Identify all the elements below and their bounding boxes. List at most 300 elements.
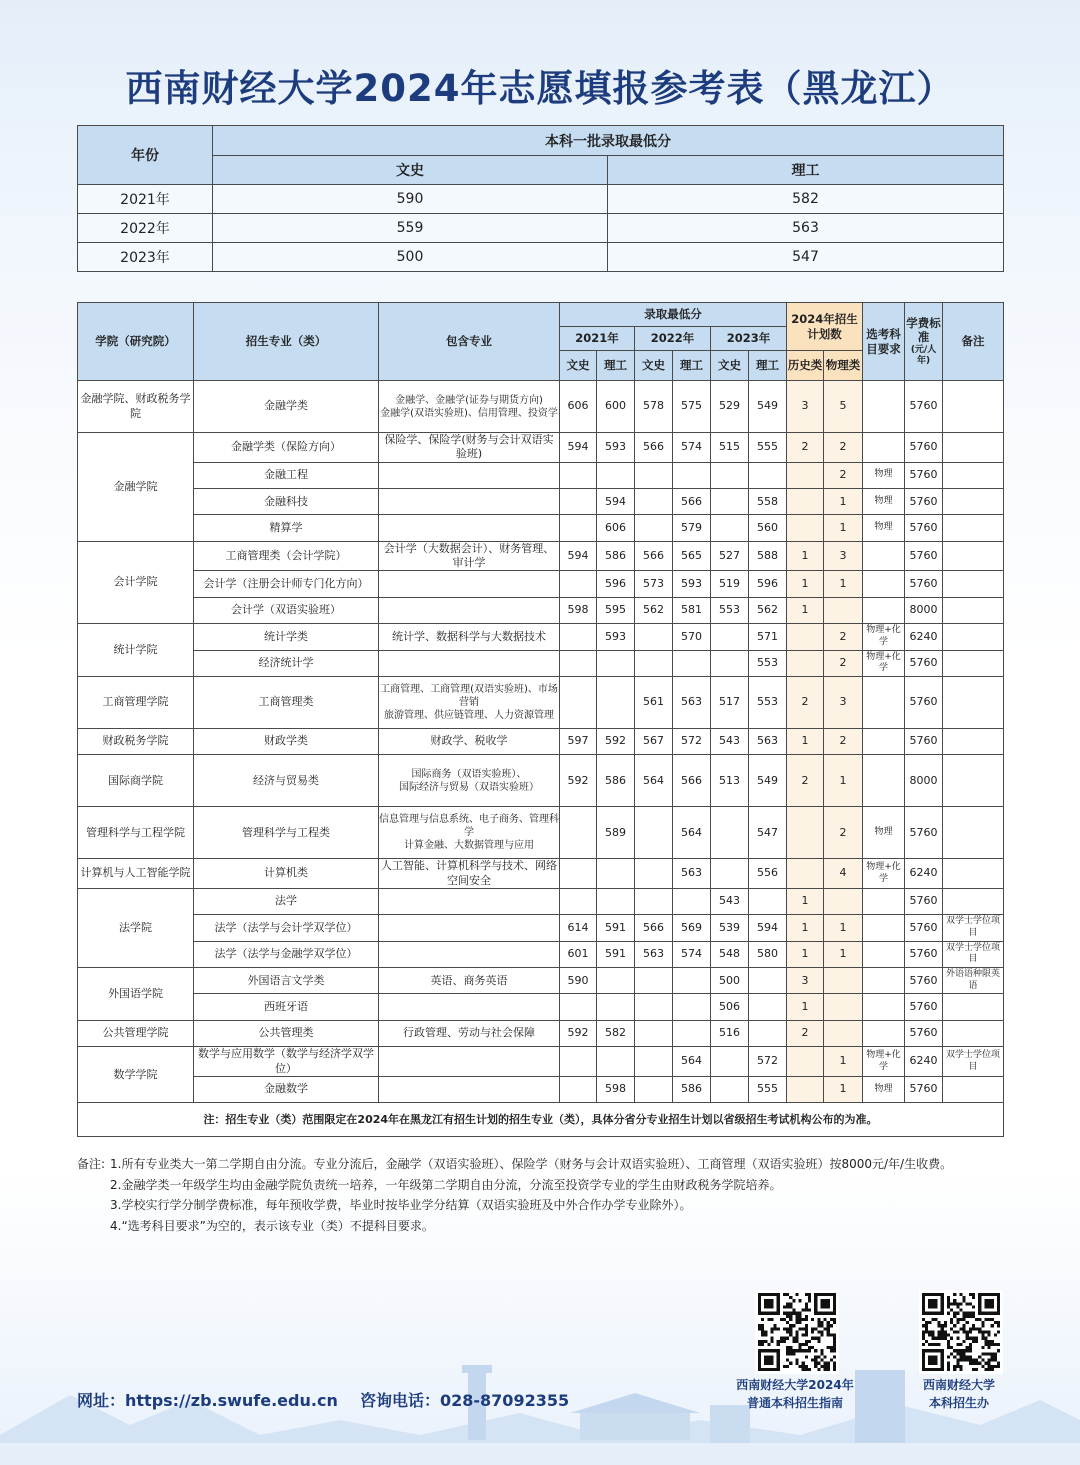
remark-cell (943, 994, 1004, 1020)
score-cell: 527 (711, 541, 749, 571)
remark-cell (943, 624, 1004, 650)
subject-cell: 物理+化学 (863, 650, 905, 676)
remark-cell: 外语语种限英语 (943, 968, 1004, 994)
plan-physics-cell (824, 994, 863, 1020)
score-cell: 561 (635, 676, 673, 728)
score-cell: 575 (673, 381, 711, 433)
major-cell: 金融数学 (194, 1076, 379, 1102)
fee-cell: 6240 (905, 1047, 943, 1077)
table-row (78, 728, 1004, 754)
plan-physics-cell: 1 (824, 1076, 863, 1102)
remark-item: 4.“选考科目要求”为空的，表示该专业（类）不提科目要求。 (110, 1218, 434, 1233)
score-cell (597, 676, 635, 728)
score-cell (711, 1047, 749, 1077)
major-table-body (78, 381, 1004, 1103)
score-cell: 559 (213, 214, 608, 243)
fee-cell: 5760 (905, 462, 943, 488)
score-cell: 592 (560, 1020, 597, 1046)
score-cell (597, 888, 635, 914)
score-cell (597, 968, 635, 994)
score-cell (673, 994, 711, 1020)
fee-cell: 5760 (905, 541, 943, 571)
plan-physics-cell (824, 597, 863, 623)
fee-unit: (元/人年) (910, 344, 937, 366)
score-cell (749, 462, 787, 488)
score-cell (635, 1076, 673, 1102)
table-row (78, 650, 1004, 676)
score-cell: 547 (749, 807, 787, 859)
score-cell: 582 (608, 185, 1004, 214)
score-cell: 563 (608, 214, 1004, 243)
plan-physics-cell (824, 1020, 863, 1046)
year-cell: 2022年 (78, 214, 213, 243)
score-cell: 500 (711, 968, 749, 994)
fee-cell: 5760 (905, 650, 943, 676)
include-cell: 统计学、数据科学与大数据技术 (379, 624, 560, 650)
remark-item: 2.金融学类一年级学生均由金融学院负责统一培养，一年级第二学期自由分流，分流至投资学专业的学生由财政税务学院培养。 (110, 1177, 782, 1192)
major-cell: 会计学（双语实验班） (194, 597, 379, 623)
remark-cell (943, 515, 1004, 541)
score-cell: 565 (673, 541, 711, 571)
include-cell (379, 650, 560, 676)
header-2023: 2023年 (711, 327, 787, 351)
score-cell (673, 1020, 711, 1046)
plan-history-cell: 1 (787, 941, 824, 967)
major-cell: 法学（法学与会计学双学位） (194, 915, 379, 941)
plan-history-cell (787, 859, 824, 889)
include-cell (379, 571, 560, 597)
subject-cell (863, 728, 905, 754)
score-cell: 569 (673, 915, 711, 941)
score-cell: 614 (560, 915, 597, 941)
table-row (78, 941, 1004, 967)
subject-cell: 物理+化学 (863, 859, 905, 889)
header-min-score: 录取最低分 (560, 303, 787, 327)
include-cell (379, 515, 560, 541)
score-cell (560, 994, 597, 1020)
header-subject: 选考科目要求 (863, 303, 905, 381)
footer-url[interactable]: 网址：https://zb.swufe.edu.cn (77, 1391, 338, 1410)
remark-cell: 双学士学位项目 (943, 915, 1004, 941)
score-cell: 593 (597, 624, 635, 650)
score-cell: 594 (560, 541, 597, 571)
header-physics: 物理类 (824, 351, 863, 381)
plan-history-cell: 1 (787, 915, 824, 941)
include-cell (379, 462, 560, 488)
score-cell: 517 (711, 676, 749, 728)
subject-cell (863, 888, 905, 914)
include-cell (379, 1076, 560, 1102)
fee-cell: 5760 (905, 915, 943, 941)
fee-cell: 6240 (905, 624, 943, 650)
header-plan-2024: 2024年招生计划数 (787, 303, 863, 351)
remarks (77, 1154, 1017, 1236)
score-cell (749, 888, 787, 914)
score-cell: 519 (711, 571, 749, 597)
table-row (78, 433, 1004, 463)
header-wen: 文史 (560, 351, 597, 381)
score-cell (560, 650, 597, 676)
remark-item: 1.所有专业类大一第二学期自由分流。专业分流后，金融学（双语实验班）、保险学（财务与会计双语实验班）、工商管理（双语实验班）按8000元/年/生收费。 (110, 1157, 953, 1171)
include-cell (379, 1047, 560, 1077)
score-cell (635, 515, 673, 541)
subject-cell (863, 915, 905, 941)
table-row (78, 462, 1004, 488)
remark-cell: 双学士学位项目 (943, 941, 1004, 967)
subject-cell: 物理+化学 (863, 1047, 905, 1077)
major-cell: 西班牙语 (194, 994, 379, 1020)
score-cell: 601 (560, 941, 597, 967)
score-cell: 572 (749, 1047, 787, 1077)
remark-cell: 双学士学位项目 (943, 1047, 1004, 1077)
plan-physics-cell: 2 (824, 728, 863, 754)
score-cell: 586 (597, 541, 635, 571)
major-cell: 经济与贸易类 (194, 755, 379, 807)
score-cell: 593 (673, 571, 711, 597)
plan-history-cell: 1 (787, 597, 824, 623)
remark-cell (943, 676, 1004, 728)
major-cell: 金融工程 (194, 462, 379, 488)
score-cell (673, 462, 711, 488)
table-row (78, 994, 1004, 1020)
subject-cell (863, 676, 905, 728)
score-cell: 595 (597, 597, 635, 623)
plan-physics-cell: 1 (824, 488, 863, 514)
plan-physics-cell: 1 (824, 515, 863, 541)
plan-history-cell: 2 (787, 1020, 824, 1046)
score-cell (749, 968, 787, 994)
college-cell: 外国语学院 (78, 968, 194, 1021)
year-cell: 2023年 (78, 243, 213, 272)
major-cell: 经济统计学 (194, 650, 379, 676)
score-cell: 555 (749, 433, 787, 463)
fee-label: 学费标准 (906, 315, 941, 345)
subject-cell (863, 755, 905, 807)
batch-score-table (77, 125, 1004, 272)
header-include: 包含专业 (379, 303, 560, 381)
major-cell: 工商管理类（会计学院） (194, 541, 379, 571)
score-cell: 553 (749, 650, 787, 676)
subject-cell: 物理 (863, 807, 905, 859)
score-cell: 563 (673, 859, 711, 889)
score-cell (711, 1076, 749, 1102)
plan-history-cell (787, 1047, 824, 1077)
plan-physics-cell: 2 (824, 624, 863, 650)
include-cell (379, 888, 560, 914)
score-cell: 506 (711, 994, 749, 1020)
score-cell (597, 462, 635, 488)
score-cell: 578 (635, 381, 673, 433)
score-cell (673, 888, 711, 914)
table-row (78, 915, 1004, 941)
score-cell: 579 (673, 515, 711, 541)
fee-cell: 5760 (905, 571, 943, 597)
table-footnote: 注：招生专业（类）范围限定在2024年在黑龙江有招生计划的招生专业（类），具体分省分专业招生计划以省级招生考试机构公布的为准。 (78, 1103, 1004, 1137)
score-cell: 573 (635, 571, 673, 597)
qr-code-office[interactable] (919, 1290, 1003, 1374)
score-cell: 572 (673, 728, 711, 754)
plan-physics-cell: 2 (824, 462, 863, 488)
score-cell: 591 (597, 941, 635, 967)
fee-cell: 5760 (905, 888, 943, 914)
table-row (78, 381, 1004, 433)
score-cell: 588 (749, 541, 787, 571)
plan-physics-cell: 3 (824, 541, 863, 571)
college-cell: 公共管理学院 (78, 1020, 194, 1046)
plan-physics-cell: 3 (824, 676, 863, 728)
score-cell: 590 (213, 185, 608, 214)
plan-history-cell: 1 (787, 541, 824, 571)
score-cell: 566 (635, 433, 673, 463)
major-cell: 金融学类（保险方向） (194, 433, 379, 463)
score-cell: 600 (597, 381, 635, 433)
plan-physics-cell: 1 (824, 571, 863, 597)
plan-history-cell: 2 (787, 433, 824, 463)
remark-cell (943, 597, 1004, 623)
score-cell: 582 (597, 1020, 635, 1046)
major-cell: 外国语言文学类 (194, 968, 379, 994)
score-cell: 570 (673, 624, 711, 650)
score-cell: 549 (749, 381, 787, 433)
score-cell: 596 (597, 571, 635, 597)
score-cell: 564 (673, 807, 711, 859)
score-cell (560, 515, 597, 541)
major-cell: 法学（法学与金融学双学位） (194, 941, 379, 967)
score-cell: 592 (560, 755, 597, 807)
score-cell (560, 807, 597, 859)
score-cell (711, 650, 749, 676)
plan-history-cell (787, 462, 824, 488)
score-cell: 556 (749, 859, 787, 889)
major-cell: 法学 (194, 888, 379, 914)
score-cell: 548 (711, 941, 749, 967)
major-cell: 管理科学与工程类 (194, 807, 379, 859)
qr-code-guide[interactable] (755, 1290, 839, 1374)
major-cell: 统计学类 (194, 624, 379, 650)
fee-cell: 5760 (905, 807, 943, 859)
score-cell: 513 (711, 755, 749, 807)
qr-guide-caption-line2: 普通本科招生指南 (746, 1396, 843, 1410)
subject-cell (863, 597, 905, 623)
plan-history-cell (787, 624, 824, 650)
table-row (78, 1047, 1004, 1077)
remarks-label: 备注: (77, 1157, 106, 1171)
page-title: 西南财经大学2024年志愿填报参考表（黑龙江） (125, 67, 955, 110)
score-cell (749, 1020, 787, 1046)
score-cell (635, 624, 673, 650)
score-cell (597, 994, 635, 1020)
include-cell (379, 915, 560, 941)
subject-cell (863, 994, 905, 1020)
plan-physics-cell: 2 (824, 807, 863, 859)
score-cell: 606 (560, 381, 597, 433)
score-cell (749, 994, 787, 1020)
footer-phone: 咨询电话：028-87092355 (360, 1391, 570, 1410)
score-cell: 598 (597, 1076, 635, 1102)
qr-guide-caption-line1: 西南财经大学2024年 (736, 1378, 854, 1392)
plan-physics-cell: 4 (824, 859, 863, 889)
plan-history-cell: 3 (787, 381, 824, 433)
remark-item: 3.学校实行学分制学费标准，每年预收学费，毕业时按毕业学分结算（双语实验班及中外合作办学专业除外）。 (110, 1198, 692, 1212)
table-row (78, 541, 1004, 571)
score-cell: 564 (635, 755, 673, 807)
major-cell: 财政学类 (194, 728, 379, 754)
subject-cell (863, 571, 905, 597)
header-wen: 文史 (635, 351, 673, 381)
score-cell (635, 462, 673, 488)
college-cell: 国际商学院 (78, 755, 194, 807)
qr-office-caption-line2: 本科招生办 (928, 1396, 989, 1410)
score-cell (711, 488, 749, 514)
major-cell: 公共管理类 (194, 1020, 379, 1046)
score-cell: 553 (711, 597, 749, 623)
score-cell (711, 624, 749, 650)
include-cell: 行政管理、劳动与社会保障 (379, 1020, 560, 1046)
score-cell: 574 (673, 433, 711, 463)
plan-history-cell: 3 (787, 968, 824, 994)
remark-cell (943, 381, 1004, 433)
score-cell: 539 (711, 915, 749, 941)
score-cell: 596 (749, 571, 787, 597)
subject-cell: 物理+化学 (863, 624, 905, 650)
score-cell: 563 (749, 728, 787, 754)
score-cell (560, 488, 597, 514)
plan-history-cell (787, 488, 824, 514)
fee-cell: 5760 (905, 433, 943, 463)
score-cell (711, 462, 749, 488)
plan-physics-cell (824, 888, 863, 914)
score-cell (560, 624, 597, 650)
header-wen: 文史 (213, 156, 608, 185)
fee-cell: 5760 (905, 1076, 943, 1102)
score-cell (673, 650, 711, 676)
table-row (78, 807, 1004, 859)
plan-physics-cell: 5 (824, 381, 863, 433)
score-cell: 580 (749, 941, 787, 967)
subject-cell (863, 433, 905, 463)
score-cell: 562 (635, 597, 673, 623)
score-cell: 500 (213, 243, 608, 272)
score-cell: 516 (711, 1020, 749, 1046)
fee-cell: 5760 (905, 676, 943, 728)
major-cell: 金融学类 (194, 381, 379, 433)
fee-cell: 5760 (905, 381, 943, 433)
header-wen: 文史 (711, 351, 749, 381)
college-cell: 工商管理学院 (78, 676, 194, 728)
include-cell (379, 994, 560, 1020)
table-row (78, 488, 1004, 514)
include-cell (379, 597, 560, 623)
subject-cell: 物理 (863, 462, 905, 488)
plan-history-cell (787, 1076, 824, 1102)
fee-cell: 5760 (905, 968, 943, 994)
score-cell (560, 888, 597, 914)
table-row (78, 968, 1004, 994)
include-cell: 英语、商务英语 (379, 968, 560, 994)
score-cell: 566 (673, 488, 711, 514)
college-cell: 管理科学与工程学院 (78, 807, 194, 859)
plan-history-cell: 1 (787, 888, 824, 914)
college-cell: 法学院 (78, 888, 194, 967)
major-cell: 精算学 (194, 515, 379, 541)
score-cell: 543 (711, 728, 749, 754)
major-cell: 会计学（注册会计师专门化方向） (194, 571, 379, 597)
plan-physics-cell: 1 (824, 915, 863, 941)
remark-cell (943, 462, 1004, 488)
score-cell: 594 (560, 433, 597, 463)
table-row (78, 1076, 1004, 1102)
table-row (78, 515, 1004, 541)
subject-cell (863, 381, 905, 433)
score-cell: 597 (560, 728, 597, 754)
plan-physics-cell: 1 (824, 755, 863, 807)
table-row (78, 859, 1004, 889)
score-cell (560, 571, 597, 597)
score-cell (635, 1020, 673, 1046)
major-cell: 计算机类 (194, 859, 379, 889)
plan-physics-cell: 2 (824, 650, 863, 676)
table-row (78, 571, 1004, 597)
include-cell: 工商管理、工商管理(双语实验班)、市场营销 旅游管理、供应链管理、人力资源管理 (379, 676, 560, 728)
score-cell: 594 (597, 488, 635, 514)
score-cell: 549 (749, 755, 787, 807)
score-cell: 593 (597, 433, 635, 463)
table-row (78, 755, 1004, 807)
include-cell: 信息管理与信息系统、电子商务、管理科学 计算金融、大数据管理与应用 (379, 807, 560, 859)
header-remark: 备注 (943, 303, 1004, 381)
college-cell: 数学学院 (78, 1047, 194, 1103)
include-cell (379, 488, 560, 514)
score-cell (711, 515, 749, 541)
plan-history-cell (787, 650, 824, 676)
remark-cell (943, 433, 1004, 463)
score-cell: 571 (749, 624, 787, 650)
include-cell: 人工智能、计算机科学与技术、网络空间安全 (379, 859, 560, 889)
score-cell: 547 (608, 243, 1004, 272)
fee-cell: 5760 (905, 941, 943, 967)
score-cell: 606 (597, 515, 635, 541)
score-cell (635, 888, 673, 914)
table-row (78, 597, 1004, 623)
remark-cell (943, 541, 1004, 571)
score-cell: 553 (749, 676, 787, 728)
plan-physics-cell (824, 968, 863, 994)
score-cell: 560 (749, 515, 787, 541)
year-cell: 2021年 (78, 185, 213, 214)
fee-cell: 5760 (905, 994, 943, 1020)
subject-cell: 物理 (863, 515, 905, 541)
subject-cell (863, 1020, 905, 1046)
remark-cell (943, 807, 1004, 859)
table-row (78, 624, 1004, 650)
include-cell: 国际商务（双语实验班）、 国际经济与贸易（双语实验班） (379, 755, 560, 807)
include-cell: 会计学（大数据会计）、财务管理、审计学 (379, 541, 560, 571)
header-li: 理工 (749, 351, 787, 381)
score-cell: 589 (597, 807, 635, 859)
remark-cell (943, 728, 1004, 754)
score-cell (560, 676, 597, 728)
score-cell: 515 (711, 433, 749, 463)
include-cell: 保险学、保险学(财务与会计双语实验班) (379, 433, 560, 463)
score-cell: 586 (597, 755, 635, 807)
header-college: 学院（研究院） (78, 303, 194, 381)
plan-physics-cell: 1 (824, 941, 863, 967)
remark-cell (943, 888, 1004, 914)
table-row (78, 185, 1004, 214)
college-cell: 统计学院 (78, 624, 194, 677)
score-cell: 564 (673, 1047, 711, 1077)
remark-cell (943, 755, 1004, 807)
